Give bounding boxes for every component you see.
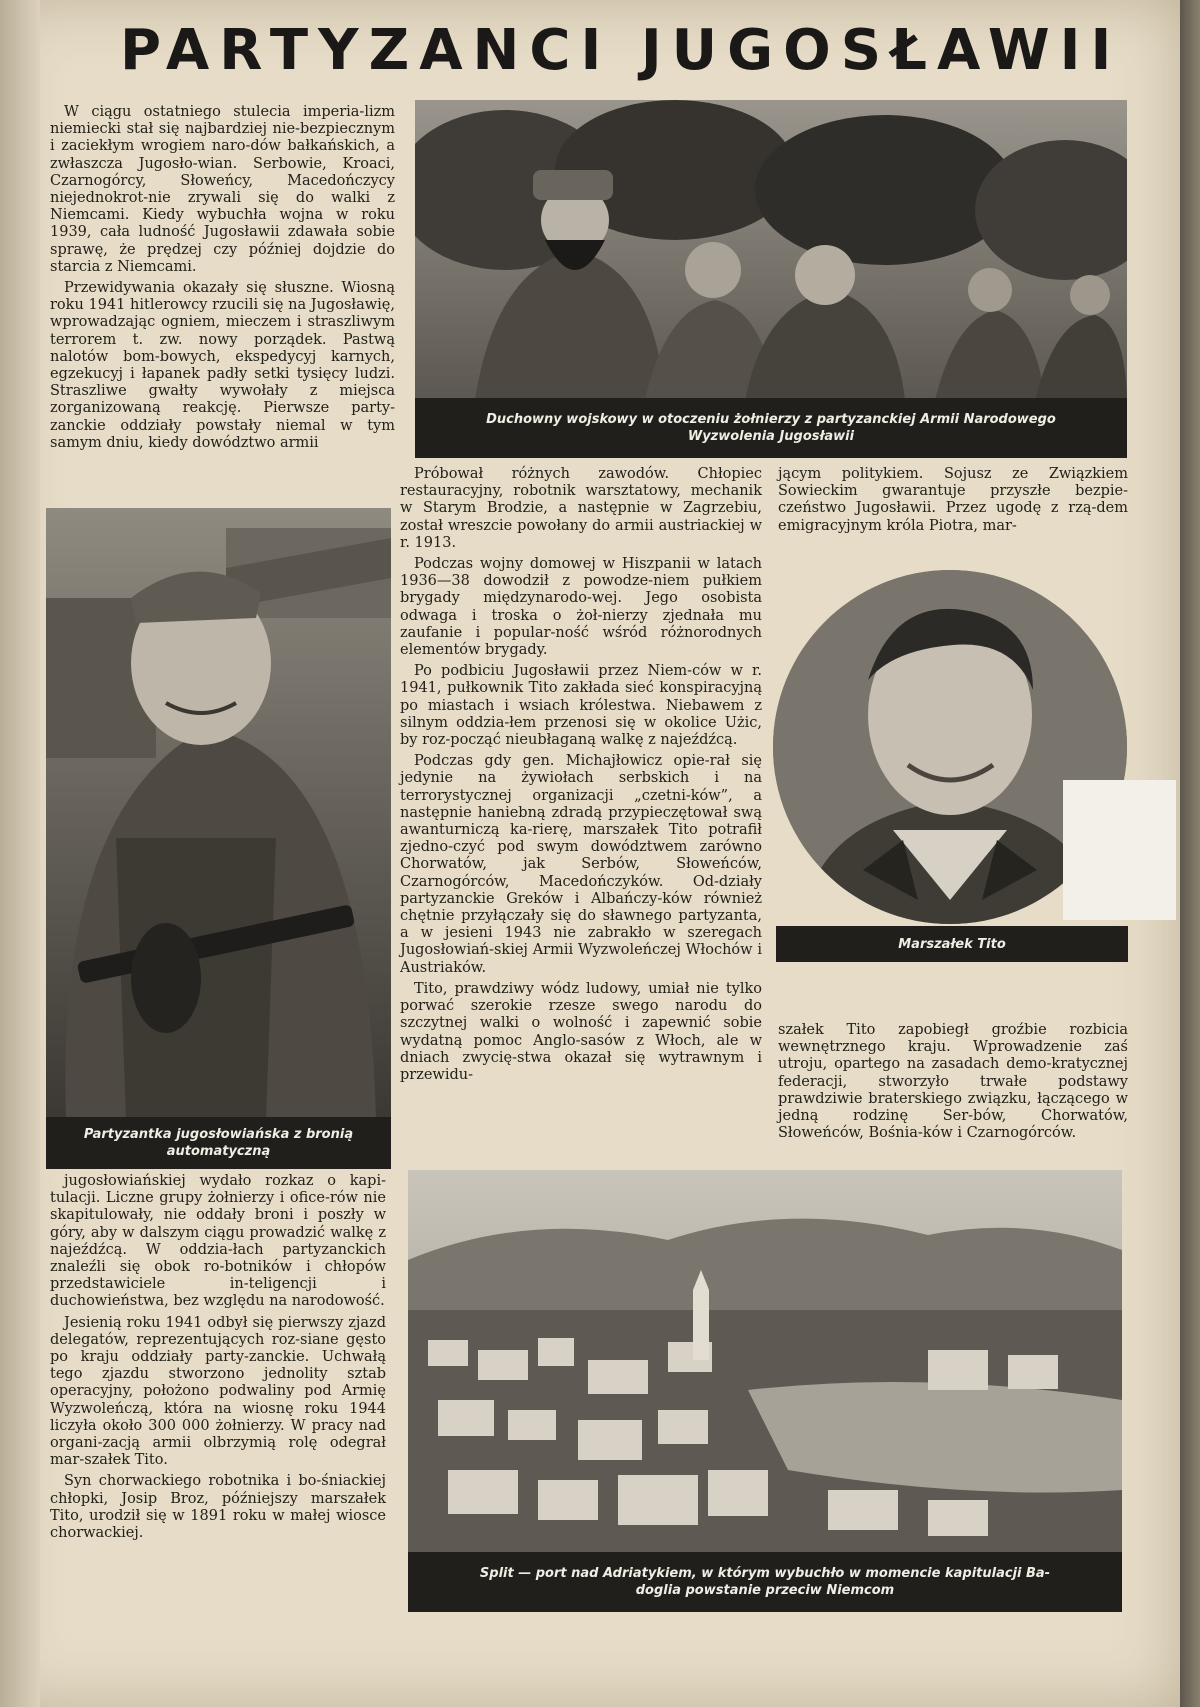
paragraph: Po podbiciu Jugosławii przez Niem-ców w r. 1941, pułkownik Tito zakłada sieć konspiracyjną po miastach i wsiach królestwa. Niebawem z silnym oddzia-łem przenosi się w okolice Użic, by roz-począć nieubłaganą walkę z najeźdźcą. [400,663,762,749]
caption-split-port [408,1552,1122,1612]
split-port-image [408,1170,1122,1554]
caption-partisans-group [415,398,1127,458]
article-column-right-top [778,466,1128,539]
caption-line: Duchowny wojskowy w otoczeniu żołnierzy z partyzanckiej Armii Narodowego [486,412,1056,427]
caption-line: Split — port nad Adriatykiem, w którym wybuchło w momencie kapitulacji Ba- [479,1566,1051,1581]
paper-patch [1063,780,1176,920]
paragraph: Podczas gdy gen. Michajłowicz opie-rał się jedynie na żywiołach serbskich i na terrorystycznej organizacji „czetni-ków”, a następnie haniebną zdradą przypieczętował swą awanturniczą ka-rierę, marszałek Tito potrafił zjedno-czyć pod swym dowództwem zarówno Chorwatów, jak Serbów, Słoweńców, Czarnogórców, Macedończyków. Od-działy partyzanckie Greków i Albańczy-ków również chętnie przyłączały się do sławnego partyzanta, a w jesieni 1943 nie zabrakło w szeregach Jugosłowiań-skiej Armii Wyzwoleńczej Włochów i Austriaków. [400,753,762,976]
photo-split-port [408,1170,1122,1554]
paragraph: jugosłowiańskiej wydało rozkaz o kapi-tulacji. Liczne grupy żołnierzy i ofice-rów nie skapitulowały, nie oddały broni i poszły w góry, aby w dalszym ciągu prowadzić walkę z najeźdźcą. W oddzia-łach partyzanckich znaleźli się obok ro-botników i chłopów przedstawiciele in-teligencji i duchowieństwa, bez względu na narodowość. [50,1173,386,1310]
caption-marshal-tito [776,926,1128,962]
photo-woman-partisan [46,508,391,1120]
caption-line: Partyzantka jugosłowiańska z bronią [83,1127,354,1142]
article-column-left-top [50,104,395,456]
paragraph: szałek Tito zapobiegł groźbie rozbicia wewnętrznego kraju. Wprowadzenie zaś utroju, opartego na zasadach demo-kratycznej federacji, stworzyło trwałe podstawy prawdziwie braterskiego związku, łączącego w jedną rodzinę Ser-bów, Chorwatów, Słoweńców, Bośnia-ków i Czarnogórców. [778,1022,1128,1142]
paragraph: Syn chorwackiego robotnika i bo-śniackiej chłopki, Josip Broz, późniejszy marszałek Tito, urodził się w 1891 roku w małej wiosce chorwackiej. [50,1473,386,1542]
article-column-left-bottom [50,1173,386,1546]
paragraph: jącym politykiem. Sojusz ze Związkiem Sowieckim gwarantuje przyszłe bezpie-czeństwo Jugosławii. Przez ugodę z rzą-dem emigracyjnym króla Piotra, mar- [778,466,1128,534]
paragraph: Próbował różnych zawodów. Chłopiec restauracyjny, robotnik warsztatowy, mechanik w Starym Brodzie, a następnie w Zagrzebiu, został wreszcie powołany do armii austriackiej w r. 1913. [400,466,762,551]
article-column-middle [400,466,762,1088]
paragraph: Przewidywania okazały się słuszne. Wiosną roku 1941 hitlerowcy rzucili się na Jugosławię, wprowadzając ogniem, mieczem i straszliwym terrorem t. zw. nowy porządek. Pastwą nalotów bom-bowych, ekspedycyj karnych, egzekucyj i łapanek padły setki tysięcy ludzi. Straszliwe gwałty wywołały z miejsca zorganizowaną reakcję. Pierwsze party-zanckie oddziały powstały niemal w tym samym dniu, kiedy dowództwo armii [50,280,395,451]
caption-line: Marszałek Tito [898,936,1006,952]
paragraph: Podczas wojny domowej w Hiszpanii w latach 1936—38 dowodził z powodze-niem pułkiem brygady międzynarodo-wej. Jego osobista odwaga i troska o żoł-nierzy zjednała mu zaufanie i popular-ność wśród różnorodnych elementów brygady. [400,556,762,659]
photo-partisans-group [415,100,1127,400]
article-column-right-bottom [778,1022,1128,1146]
woman-partisan-image [46,508,391,1120]
caption-woman-partisan [46,1117,391,1169]
partisans-group-image [415,100,1127,400]
page-title: PARTYZANCI JUGOSŁAWII [120,18,1122,83]
paragraph: W ciągu ostatniego stulecia imperia-lizm niemiecki stał się najbardziej nie-bezpiecznym i zaciekłym wrogiem naro-dów bałkańskich, a zwłaszcza Jugosło-wian. Serbowie, Kroaci, Czarnogórcy, Słoweńcy, Macedończycy niejednokrot-nie zrywali się do walki z Niemcami. Kiedy wybuchła wojna w roku 1939, cała ludność Jugosławii zdawała sobie sprawę, że prędzej czy później dojdzie do starcia z Niemcami. [50,104,395,275]
caption-line: doglia powstanie przeciw Niemcom [635,1583,895,1598]
paragraph: Jesienią roku 1941 odbył się pierwszy zjazd delegatów, reprezentujących roz-siane gęsto po kraju oddziały party-zanckie. Uchwałą tego zjazdu stworzono jednolity sztab operacyjny, położono podwaliny pod Armię Wyzwoleńczą, która na wiosnę roku 1944 liczyła około 300 000 żołnierzy. W pracy nad organi-zacją armii olbrzymią rolę odegrał mar-szałek Tito. [50,1314,386,1469]
caption-line: automatyczną [166,1144,271,1159]
caption-line: Wyzwolenia Jugosławii [687,429,855,444]
page-edge [1180,0,1200,1707]
paragraph: Tito, prawdziwy wódz ludowy, umiał nie tylko porwać szerokie rzesze swego narodu do szczytnej walki o wolność i zapewnić sobie wydatną pomoc Anglo-sasów z Włoch, ale w dniach zwycię-stwa okazał się wytrawnym i przewidu- [400,980,762,1083]
page-binding [0,0,40,1707]
